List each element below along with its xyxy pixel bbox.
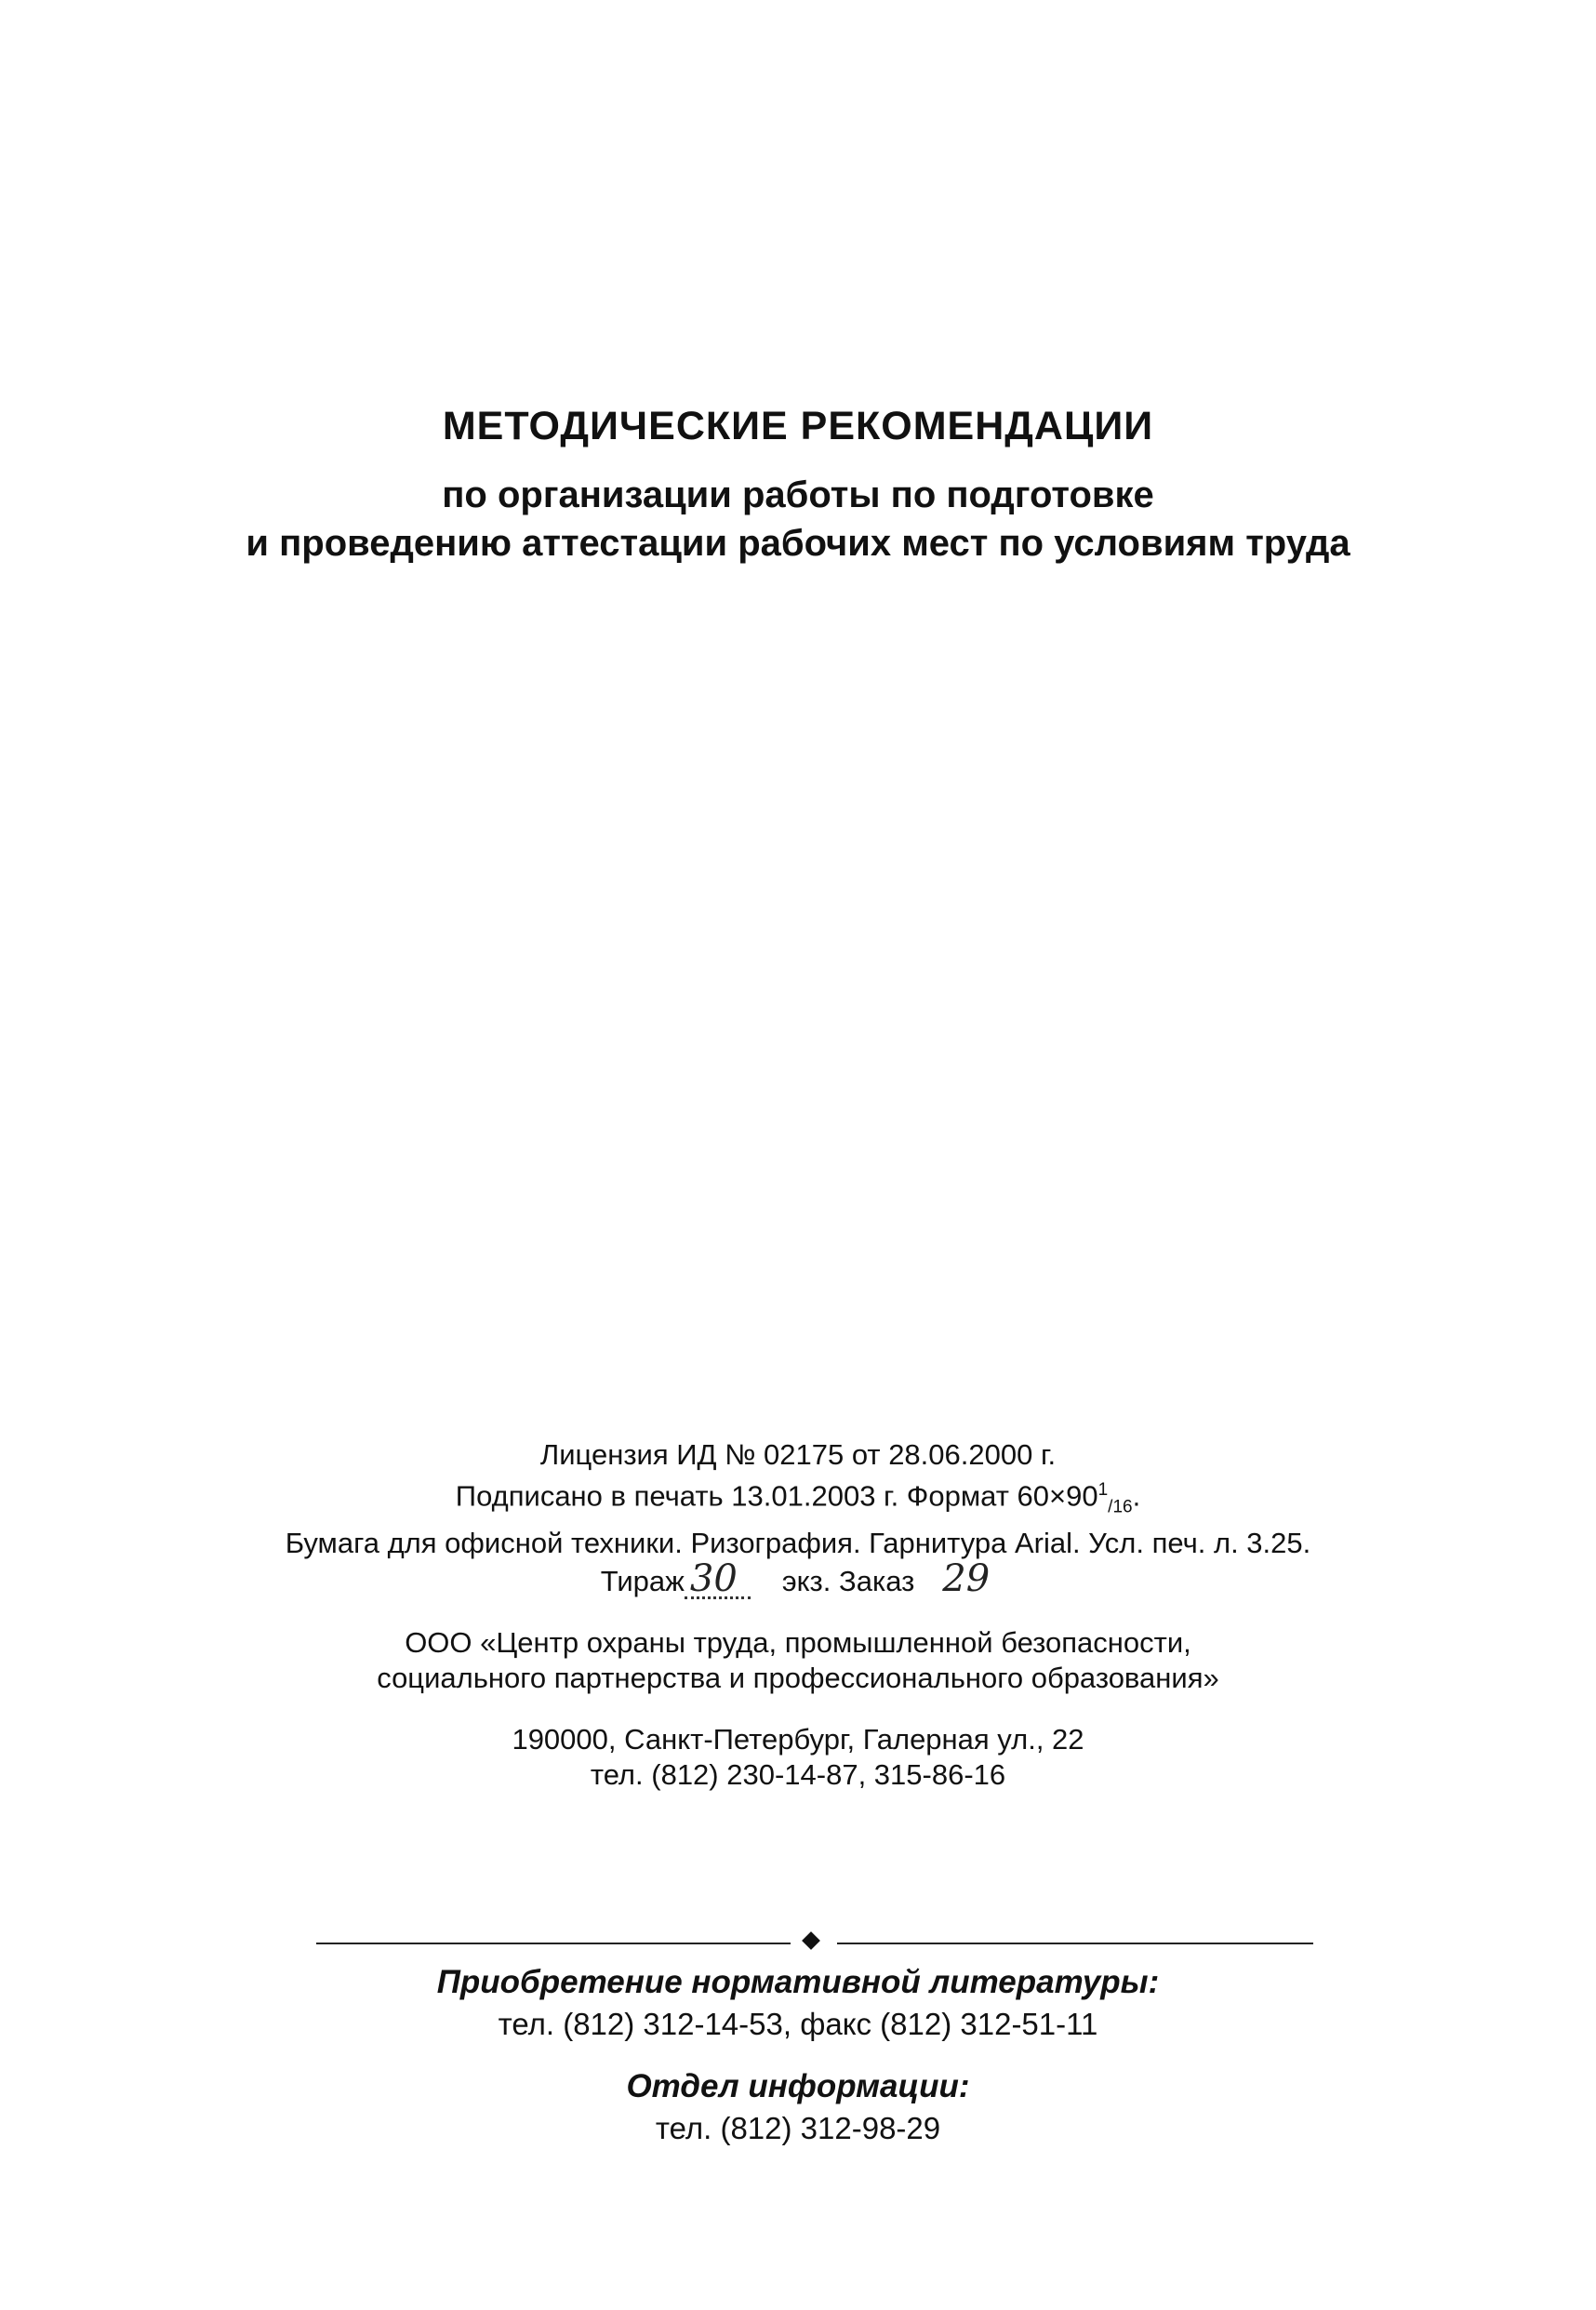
divider-line-left [316,1943,791,1944]
divider-line-right [837,1943,1313,1944]
order-handwritten-value: 29 [942,1556,991,1600]
organization-line-2: социального партнерства и профессионального образования» [377,1661,1219,1694]
page-title: МЕТОДИЧЕСКИЕ РЕКОМЕНДАЦИИ [442,404,1154,448]
format-sup: 1 [1097,1480,1109,1500]
ornamental-divider [316,1934,1313,1953]
order-label: экз. Заказ [781,1564,915,1597]
diamond-icon [802,1931,820,1950]
info-phone: тел. (812) 312-98-29 [655,2111,941,2145]
license-line: Лицензия ИД № 02175 от 28.06.2000 г. [539,1438,1057,1471]
signed-line [0,1473,1596,1526]
tirazh-handwritten-value: 30 [685,1561,751,1599]
tirazh-line [0,1556,1596,1600]
contacts-block [0,1961,1596,2149]
format-sub: /16 [1108,1497,1133,1517]
signed-text: Подписано в печать 13.01.2003 г. Формат 60×90 [455,1479,1098,1513]
subtitle-line-2: и проведению аттестации рабочих мест по условиям труда [246,523,1350,564]
phones-line: тел. (812) 230-14-87, 315-86-16 [590,1757,1006,1791]
info-heading: Отдел информации: [626,2068,970,2104]
subtitle-line-1: по организации работы по подготовке [442,474,1154,515]
subtitle [0,471,1596,567]
organization-line-1: ООО «Центр охраны труда, промышленной безопасности, [405,1625,1191,1659]
tirazh-label: Тираж [600,1564,685,1597]
address-line: 190000, Санкт-Петербург, Галерная ул., 22 [512,1722,1084,1756]
signed-suffix: . [1132,1479,1141,1513]
paper-line: Бумага для офисной техники. Ризография. Гарнитура Arial. Усл. печ. л. 3.25. [285,1526,1311,1559]
imprint-block [0,1437,1596,1793]
purchase-phones: тел. (812) 312-14-53, факс (812) 312-51-11 [498,2007,1098,2041]
purchase-heading: Приобретение нормативной литературы: [436,1964,1160,2000]
title-block [0,400,1596,567]
